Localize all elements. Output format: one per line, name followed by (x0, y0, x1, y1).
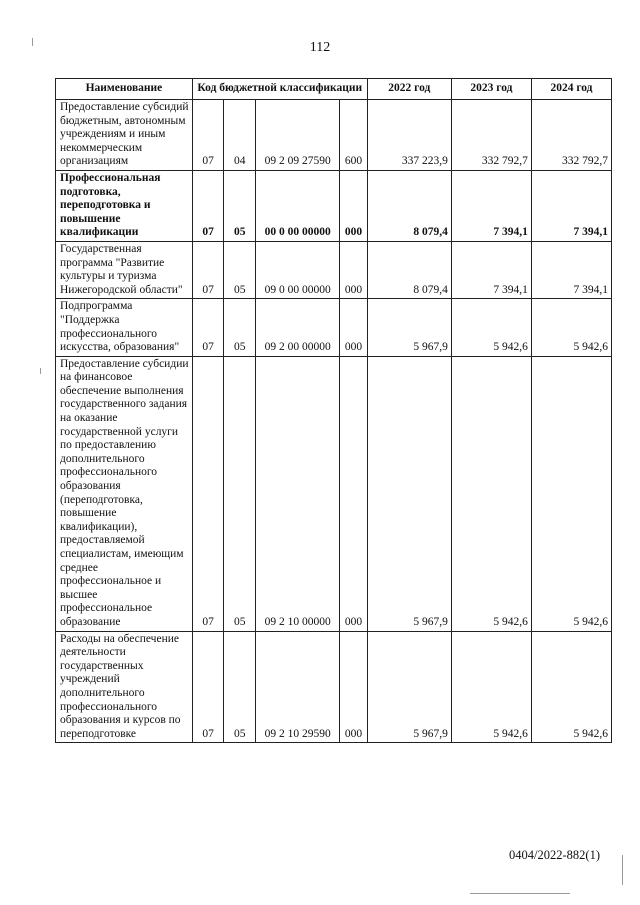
cell-value-2022: 337 223,9 (367, 100, 451, 171)
cell-code-section: 07 (192, 299, 224, 356)
cell-code-expense-type: 000 (340, 299, 367, 356)
scan-mark (622, 855, 623, 885)
cell-code-subsection: 05 (224, 299, 256, 356)
cell-value-2022: 5 967,9 (367, 631, 451, 743)
cell-name: Расходы на обеспечение деятельности государственных учреждений дополнительного профессионального образования и курсов по переподготовке (56, 631, 193, 743)
cell-code-section: 07 (192, 356, 224, 631)
cell-code-target: 09 2 09 27590 (256, 100, 340, 171)
cell-value-2022: 8 079,4 (367, 241, 451, 298)
cell-code-section: 07 (192, 631, 224, 743)
header-2023: 2023 год (451, 79, 531, 100)
document-code: 0404/2022-882(1) (509, 848, 600, 862)
cell-value-2024: 7 394,1 (531, 241, 611, 298)
cell-value-2023: 5 942,6 (451, 299, 531, 356)
table-row (56, 170, 612, 241)
cell-code-target: 00 0 00 00000 (256, 170, 340, 241)
header-code: Код бюджетной классификации (192, 79, 367, 100)
cell-code-expense-type: 000 (340, 356, 367, 631)
cell-value-2022: 8 079,4 (367, 170, 451, 241)
header-name: Наименование (56, 79, 193, 100)
scan-mark (32, 38, 33, 46)
cell-code-target: 09 0 00 00000 (256, 241, 340, 298)
cell-code-subsection: 04 (224, 100, 256, 171)
cell-code-target: 09 2 00 00000 (256, 299, 340, 356)
cell-code-expense-type: 000 (340, 631, 367, 743)
cell-code-subsection: 05 (224, 241, 256, 298)
cell-code-section: 07 (192, 170, 224, 241)
cell-value-2023: 332 792,7 (451, 100, 531, 171)
cell-code-target: 09 2 10 00000 (256, 356, 340, 631)
cell-value-2022: 5 967,9 (367, 356, 451, 631)
cell-value-2024: 332 792,7 (531, 100, 611, 171)
table-row (56, 631, 612, 743)
cell-value-2024: 5 942,6 (531, 631, 611, 743)
cell-code-subsection: 05 (224, 631, 256, 743)
cell-code-target: 09 2 10 29590 (256, 631, 340, 743)
header-2024: 2024 год (531, 79, 611, 100)
cell-name: Предоставление субсидии на финансовое обеспечение выполнения государственного задания на оказание государственной услуги по предоставлению дополнительного профессионального образования (переподготовка, повышение квалификации), предоставляемой специалистам, имеющим среднее профессиональное и высшее профессиональное образование (56, 356, 193, 631)
table-header-row (56, 79, 612, 100)
header-2022: 2022 год (367, 79, 451, 100)
cell-name: Предоставление субсидий бюджетным, автономным учреждениям и иным некоммерческим организациям (56, 100, 193, 171)
cell-value-2023: 7 394,1 (451, 170, 531, 241)
budget-table (55, 78, 612, 743)
cell-code-expense-type: 600 (340, 100, 367, 171)
cell-code-expense-type: 000 (340, 170, 367, 241)
cell-value-2024: 5 942,6 (531, 299, 611, 356)
cell-value-2023: 5 942,6 (451, 356, 531, 631)
table-body (56, 100, 612, 743)
table-row (56, 100, 612, 171)
table-row (56, 356, 612, 631)
cell-name: Профессиональная подготовка, переподготовка и повышение квалификации (56, 170, 193, 241)
scan-mark (470, 893, 570, 894)
cell-value-2024: 5 942,6 (531, 356, 611, 631)
cell-code-subsection: 05 (224, 170, 256, 241)
cell-code-expense-type: 000 (340, 241, 367, 298)
cell-code-subsection: 05 (224, 356, 256, 631)
cell-value-2024: 7 394,1 (531, 170, 611, 241)
table-row (56, 299, 612, 356)
scan-mark (40, 368, 41, 374)
table-row (56, 241, 612, 298)
cell-name: Государственная программа "Развитие культуры и туризма Нижегородской области" (56, 241, 193, 298)
cell-code-section: 07 (192, 100, 224, 171)
cell-code-section: 07 (192, 241, 224, 298)
cell-value-2023: 5 942,6 (451, 631, 531, 743)
cell-value-2022: 5 967,9 (367, 299, 451, 356)
cell-name: Подпрограмма "Поддержка профессионального искусства, образования" (56, 299, 193, 356)
page-number: 112 (309, 40, 331, 55)
cell-value-2023: 7 394,1 (451, 241, 531, 298)
